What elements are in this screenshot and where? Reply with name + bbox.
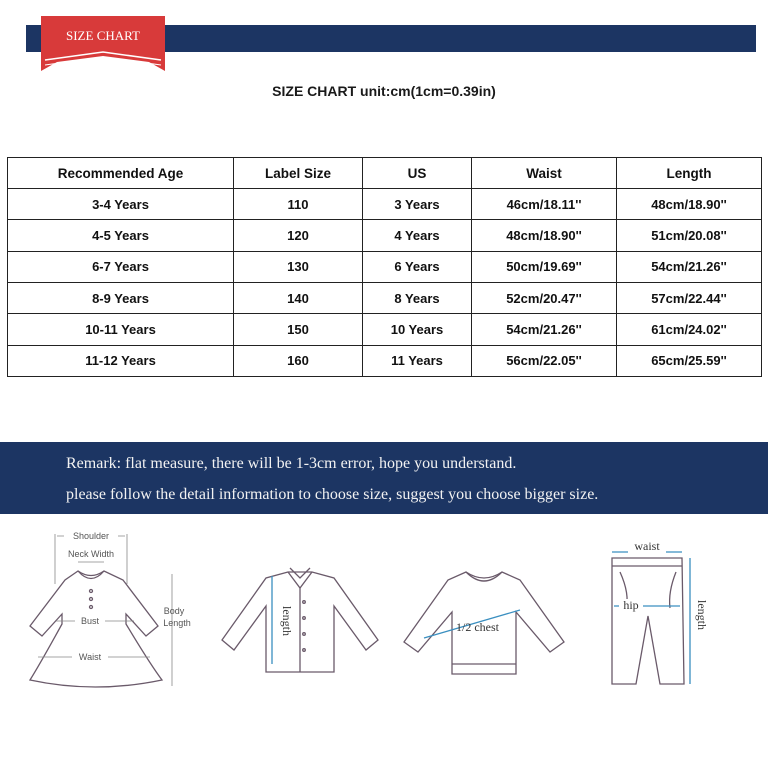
cell-age: 8-9 Years xyxy=(8,282,234,313)
shirt-diagram xyxy=(222,568,378,672)
cell-length: 61cm/24.02'' xyxy=(617,314,762,345)
pants-hip-label: hip xyxy=(623,598,639,612)
table-row xyxy=(8,220,762,251)
cell-length: 48cm/18.90'' xyxy=(617,189,762,220)
cell-length: 65cm/25.59'' xyxy=(617,345,762,376)
measurement-diagrams xyxy=(0,514,768,768)
sweater-chest-label: 1/2 chest xyxy=(456,620,499,634)
table-row xyxy=(8,314,762,345)
cell-age: 4-5 Years xyxy=(8,220,234,251)
dress-bust-label: Bust xyxy=(80,616,100,626)
cell-us: 6 Years xyxy=(363,251,472,282)
cell-length: 54cm/21.26'' xyxy=(617,251,762,282)
cell-length: 51cm/20.08'' xyxy=(617,220,762,251)
table-row xyxy=(8,282,762,313)
cell-label-size: 120 xyxy=(234,220,363,251)
cell-us: 4 Years xyxy=(363,220,472,251)
cell-waist: 48cm/18.90'' xyxy=(472,220,617,251)
table-row xyxy=(8,345,762,376)
cell-label-size: 140 xyxy=(234,282,363,313)
cell-us: 3 Years xyxy=(363,189,472,220)
header-length: Length xyxy=(617,158,762,189)
table-row xyxy=(8,189,762,220)
cell-age: 3-4 Years xyxy=(8,189,234,220)
cell-us: 10 Years xyxy=(363,314,472,345)
cell-age: 6-7 Years xyxy=(8,251,234,282)
cell-label-size: 150 xyxy=(234,314,363,345)
cell-waist: 52cm/20.47'' xyxy=(472,282,617,313)
cell-length: 57cm/22.44'' xyxy=(617,282,762,313)
table-row xyxy=(8,251,762,282)
cell-label-size: 160 xyxy=(234,345,363,376)
header-waist: Waist xyxy=(472,158,617,189)
cell-label-size: 130 xyxy=(234,251,363,282)
size-table xyxy=(7,157,762,377)
dress-body-label: Body xyxy=(163,606,185,616)
header-label-size: Label Size xyxy=(234,158,363,189)
header-us: US xyxy=(363,158,472,189)
cell-age: 11-12 Years xyxy=(8,345,234,376)
dress-shoulder-label: Shoulder xyxy=(72,531,110,541)
cell-label-size: 110 xyxy=(234,189,363,220)
dress-neck-label: Neck Width xyxy=(67,549,115,559)
ribbon-label: SIZE CHART xyxy=(66,28,140,43)
cell-waist: 54cm/21.26'' xyxy=(472,314,617,345)
cell-us: 11 Years xyxy=(363,345,472,376)
shirt-length-label: length xyxy=(280,606,294,636)
size-chart-title: SIZE CHART unit:cm(1cm=0.39in) xyxy=(272,83,496,99)
remark-line-2: please follow the detail information to choose size, suggest you choose bigger size. xyxy=(66,486,599,503)
pants-waist-label: waist xyxy=(634,539,660,553)
pants-diagram xyxy=(612,552,690,684)
remark-line-1: Remark: flat measure, there will be 1-3cm error, hope you understand. xyxy=(66,455,517,472)
cell-age: 10-11 Years xyxy=(8,314,234,345)
cell-waist: 50cm/19.69'' xyxy=(472,251,617,282)
cell-us: 8 Years xyxy=(363,282,472,313)
table-header-row xyxy=(8,158,762,189)
cell-waist: 46cm/18.11'' xyxy=(472,189,617,220)
pants-length-label: length xyxy=(695,600,709,630)
cell-waist: 56cm/22.05'' xyxy=(472,345,617,376)
header-age: Recommended Age xyxy=(8,158,234,189)
dress-length-label: Length xyxy=(163,618,191,628)
dress-waist-label: Waist xyxy=(78,652,102,662)
